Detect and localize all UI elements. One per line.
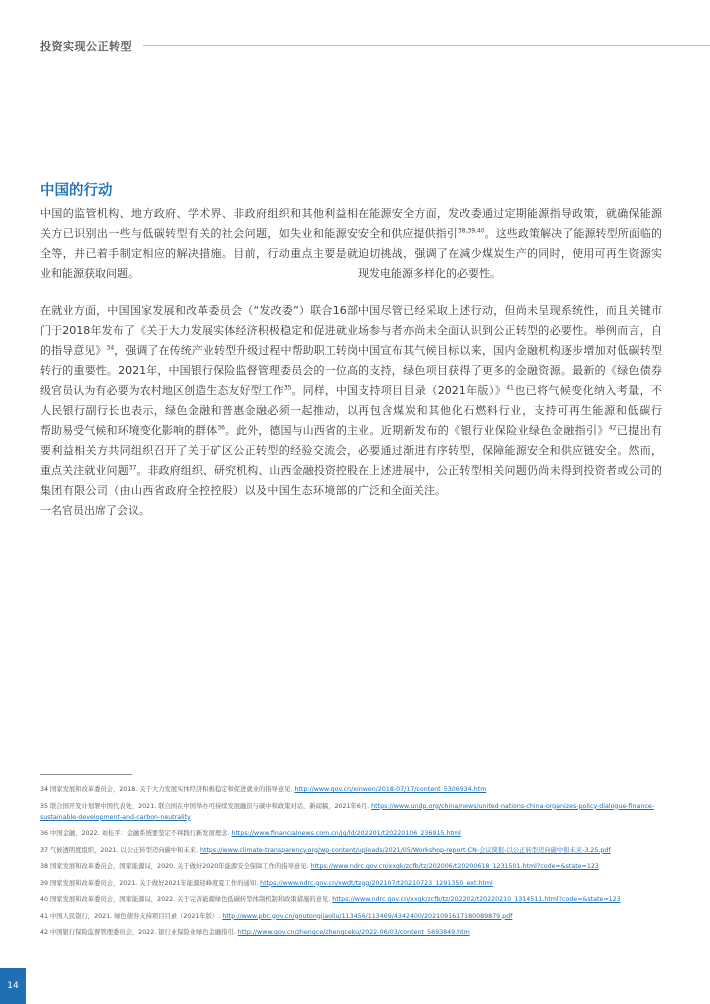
footnote-link[interactable]: https://www.financialnews.com.cn/jg/ld/202201/t20220106_236915.html	[231, 830, 461, 837]
footnote-item	[40, 878, 668, 889]
footnote-text: 36 中国金融，2022. 刘桂平：金融系统要坚定不移践行新发展理念.	[40, 830, 232, 837]
left-paragraph-1	[40, 204, 358, 284]
footnote-ref[interactable]: 34	[106, 344, 115, 352]
footnote-link[interactable]: https://www.climate-transparency.org/wp-content/uploads/2021/05/Workshop-report-CN-会议简报-以公正转型迈向碳中和未来-3.25.pdf	[199, 846, 611, 854]
footnote-link[interactable]: http://www.gov.cn/zhengce/zhengceku/2022-06/03/content_5693849.htm	[237, 929, 470, 936]
text-run: 。非政府组织、研究机构、山西金融投资控股集团有限公司（由山西省政府全控控股）以及中国生态环境部的一名官员出席了会议。	[40, 464, 359, 517]
footnote-item	[40, 861, 668, 872]
text-run: 。同样，中国人民银行副行长也表示，绿色金融和普惠金融必须一起推动，以帮助易受气候和环境变化影响的群体	[40, 384, 359, 437]
text-run: 。此外，德国与山西省的主要利益相关方共同组织召开了关于矿区公正转型的经验交流会，重点关注就业问题	[40, 424, 359, 477]
footnote-ref[interactable]: 35	[283, 384, 292, 392]
paragraph-text: 中国的监管机构、地方政府、学术界、非政府组织和其他利益相关方已识别出一些与低碳转型有关的社会问题，如失业和能源安全等，并已着手制定相应的解决措施。目前，行动重点主要是就业和能源获取问题。	[40, 207, 358, 280]
text-run: 在就业方面，中国国家发展和改革委员会（“发改委”）联合16部门于2018年发布了《关于大力发展实体经济积极稳定和促进就业的指导意见》	[40, 304, 358, 357]
footnotes	[40, 784, 668, 944]
footnote-item	[40, 801, 668, 823]
paragraph-text	[358, 301, 662, 501]
footnote-link[interactable]: https://www.ndrc.gov.cn/xwdt/tzgg/202107/t20210723_1291350_ext.html	[260, 879, 493, 887]
footnote-item	[40, 845, 668, 856]
paragraph-text	[40, 301, 358, 521]
footnote-text: 34 国家发展和改革委员会，2018. 关于大力发展实体经济积极稳定和促进就业的指导意见.	[40, 786, 295, 793]
footnote-link[interactable]: https://www.ndrc.gov.cn/xxgk/zcfb/tz/202202/t20220210_1314511.html?code=&state=123	[332, 896, 621, 903]
footnote-ref[interactable]: 36	[217, 424, 225, 432]
text-run: 在能源安全方面，发改委通过定期能源指导政策，就确保能源安全和供应提供指引	[358, 207, 662, 240]
page-number: 14	[0, 968, 26, 1004]
footnote-link[interactable]: https://www.undp.org/china/news/united-nations-china-organizes-policy-dialogue-finance-sustainable-development-and-carbon-neutrality	[40, 802, 654, 821]
footnote-ref[interactable]: 42	[608, 424, 617, 432]
footnote-link[interactable]: http://www.gov.cn/xinwen/2018-07/17/content_5306934.htm	[294, 786, 487, 793]
text-run: 已提出有必要通过渐进有序转型，保障能源安全和供应链安全。然而，在上述进展中，公正转型相关问题仍尚未得到投资者或公司的广泛和全面关注。	[358, 424, 662, 497]
footnote-ref[interactable]: 38,39,40	[457, 227, 485, 235]
footnote-item	[40, 911, 668, 922]
section-title: 中国的行动	[40, 183, 113, 199]
footnote-text: 35 联合国开发计划署中国代表处，2021. 联合国在中国举办可持续发展融资与碳中和政策对话，新闻稿，2021年6月.	[40, 802, 372, 810]
footnote-divider	[40, 774, 132, 775]
paragraph-text	[358, 204, 662, 284]
footnote-text: 41 中国人民银行，2021. 绿色债券支持项目目录（2021年版）.	[40, 912, 223, 920]
left-paragraph-2	[40, 301, 358, 521]
footnote-item	[40, 828, 668, 839]
header-divider	[143, 45, 710, 46]
footnote-text: 42 中国银行保险监督管理委员会，2022. 银行业保险业绿色金融指引.	[40, 929, 238, 936]
text-run: 也已将气候变化纳入考量，不再包含煤炭和其他化石燃料行业，支持可再生能源和低碳行业。近期新发布的《银行业保险业绿色金融指引》	[358, 384, 663, 437]
footnote-link[interactable]: http://www.pbc.gov.cn/goutongjiaoliu/113456/113469/4342400/2021091617180089879.pdf	[222, 912, 513, 920]
footnote-text: 38 国家发展和改革委员会，国家能源局，2020. 关于做好2020年能源安全保障工作的指导意见.	[40, 863, 311, 870]
right-paragraph-1	[358, 204, 662, 284]
footnote-text: 37 气候透明度组织，2021. 以公正转型迈向碳中和未来.	[40, 846, 200, 854]
footnote-item	[40, 784, 668, 795]
footnote-ref[interactable]: 37	[128, 464, 137, 472]
footnote-item	[40, 894, 668, 905]
footnote-text: 39 国家发展和改革委员会，2021. 关于做好2021年能源迎峰度夏工作的通知.	[40, 879, 261, 887]
footnote-ref[interactable]: 41	[506, 384, 514, 392]
footnote-text: 40 国家发展和改革委员会，国家能源局，2022. 关于完善能源绿色低碳转型体制机制和政策措施的意见.	[40, 896, 333, 903]
text-run: 。这些政策解决了能源转型所面临的迫切挑战，强调了在减少煤炭生产的同时，使用可再生资源实现发电能源多样化的必要性。	[358, 227, 663, 280]
page-header-title: 投资实现公正转型	[40, 40, 132, 53]
footnote-item	[40, 927, 668, 938]
text-run: ，强调了在传统产业转型升级过程中帮助职工转岗转行的重要性。2021年，中国银行保险监督管理委员会的一位高级官员认为有必要为农村地区创造生态友好型工作	[40, 344, 359, 397]
right-paragraph-2	[358, 301, 662, 501]
footnote-link[interactable]: https://www.ndrc.gov.cn/xxgk/zcfb/tz/202006/t20200618_1231501.html?code=&state=123	[310, 863, 599, 870]
text-run: 中国尽管已经采取上述行动，但尚未呈现系统性，而且关键市场参与者亦尚未全面认识到公正转型的必要性。举例而言，自中国宣布其气候目标以来，国内金融机构逐步增加对低碳转型的支持，绿色项目获得了更多的金融资源。最新的《绿色债券支持项目目录（2021年版）》	[358, 304, 662, 397]
